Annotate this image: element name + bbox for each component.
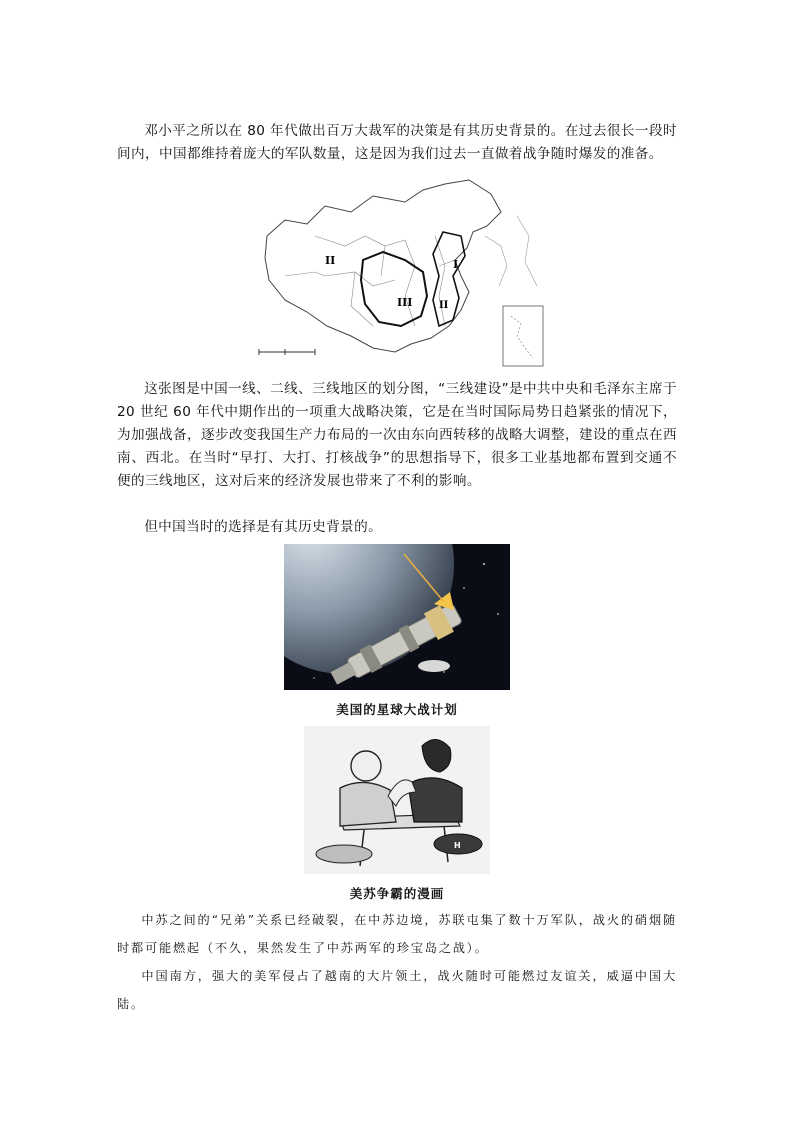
- paragraph-vietnam: 中国南方，强大的美军侵占了越南的大片领土，战火随时可能燃过友谊关，威逼中国大陆。: [117, 969, 677, 1011]
- map-label-third: III: [397, 296, 413, 309]
- china-three-lines-map: [255, 176, 547, 372]
- satellite-dish: [418, 660, 450, 672]
- bomb-left: [316, 845, 372, 863]
- left-figure-body: [340, 782, 396, 826]
- arm-wrestling-cartoon: [304, 726, 490, 874]
- map-label-second-east: II: [439, 300, 449, 311]
- paragraph-background: 但中国当时的选择是有其历史背景的。: [144, 519, 383, 535]
- caption-cartoon: 美苏争霸的漫画: [349, 886, 445, 901]
- paragraph-three-lines: 这张图是中国一线、二线、三线地区的划分图，“三线建设”是中共中央和毛泽东主席于 20 世纪 60 年代中期作出的一项重大战略决策，它是在当时国际局势日趋紧张的情况下，为加强战备，逐步改变我国生产力布局的一次由东向西转移的战略大调整，建设的重点在西南、西北。在当时“早打、大打、打核战争”的思想指导下，很多工业基地都布置到交通不便的三线地区，这对后来的经济发展也带来了不利的影响。: [117, 381, 677, 489]
- right-figure-body: [408, 778, 462, 822]
- left-figure-head: [351, 751, 381, 781]
- star-wars-illustration: [284, 544, 510, 690]
- map-label-first: I: [453, 258, 459, 271]
- caption-star-wars: 美国的星球大战计划: [336, 702, 458, 717]
- paragraph-sino-soviet: 中苏之间的“兄弟”关系已经破裂，在中苏边境，苏联屯集了数十万军队，战火的硝烟随时都可能燃起（不久，果然发生了中苏两军的珍宝岛之战）。: [117, 913, 677, 955]
- paragraph-intro: 邓小平之所以在 80 年代做出百万大裁军的决策是有其历史背景的。在过去很长一段时间内，中国都维持着庞大的军队数量，这是因为我们过去一直做着战争随时爆发的准备。: [117, 123, 677, 162]
- svg-text:H: H: [454, 841, 461, 850]
- map-label-second-west: II: [325, 254, 336, 267]
